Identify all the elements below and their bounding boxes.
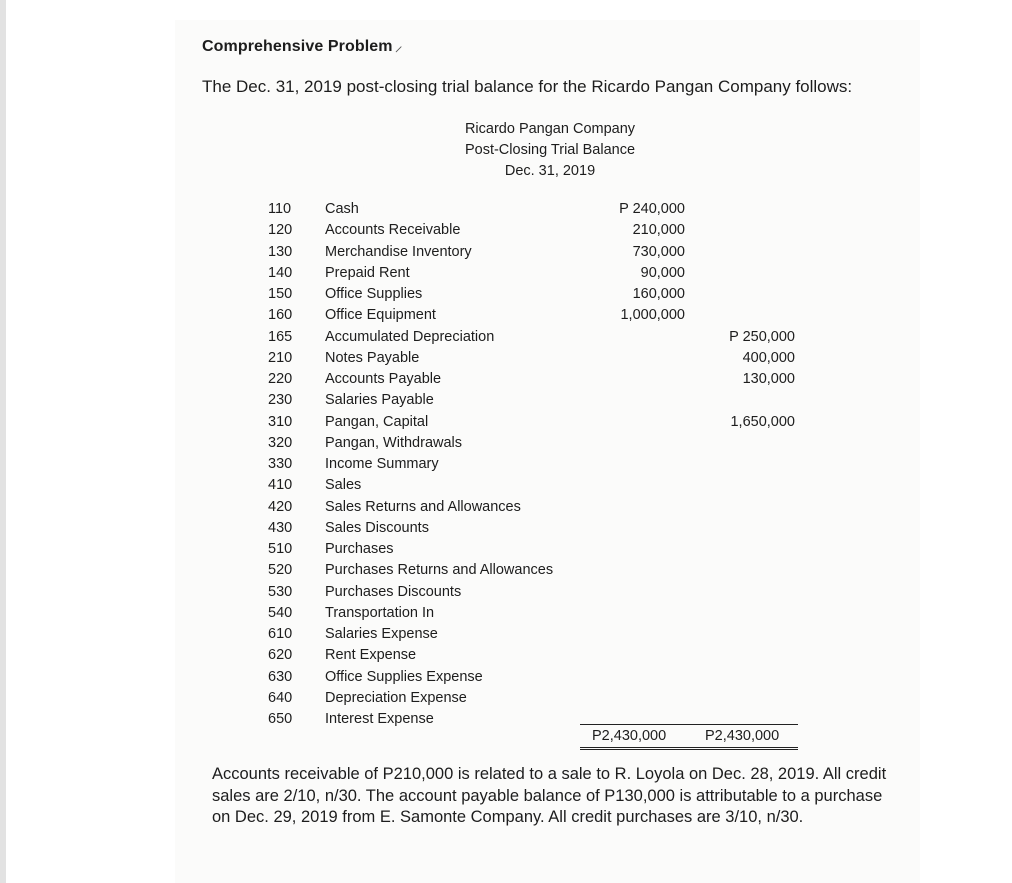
account-name: Pangan, Capital — [325, 413, 429, 430]
account-name: Merchandise Inventory — [325, 243, 472, 260]
trial-balance-header — [400, 119, 700, 182]
account-name: Purchases Returns and Allowances — [325, 562, 554, 579]
problem-heading — [202, 34, 403, 56]
account-number: 620 — [268, 647, 293, 664]
account-row — [268, 433, 828, 454]
account-name: Accounts Payable — [325, 371, 442, 387]
accounts-table — [268, 199, 828, 730]
account-name: Accounts Receivable — [325, 222, 461, 239]
account-name: Pangan, Withdrawals — [325, 434, 463, 451]
account-number: 630 — [268, 668, 293, 685]
account-row — [268, 284, 828, 305]
account-number: 510 — [268, 541, 293, 557]
account-number: 150 — [268, 286, 293, 302]
account-row — [268, 497, 828, 518]
debit-amount: 160,000 — [632, 286, 685, 302]
account-row — [268, 624, 828, 645]
debit-amount: P 240,000 — [619, 201, 685, 217]
account-row — [268, 348, 828, 369]
account-row — [268, 560, 828, 581]
account-number: 330 — [268, 456, 293, 472]
account-name: Notes Payable — [325, 349, 420, 366]
debit-amount: 730,000 — [632, 243, 685, 260]
intro-text: The Dec. 31, 2019 post-closing trial balance for the Ricardo Pangan Company follows: — [202, 77, 853, 96]
account-number: 540 — [268, 604, 293, 621]
window-left-edge — [0, 0, 6, 883]
account-name: Accumulated Depreciation — [325, 328, 495, 345]
account-row — [268, 582, 828, 603]
account-name: Sales Returns and Allowances — [325, 498, 521, 515]
account-number: 430 — [268, 519, 293, 536]
account-row — [268, 305, 828, 326]
account-row — [268, 518, 828, 539]
account-row — [268, 454, 828, 475]
account-number: 130 — [268, 243, 293, 260]
account-row — [268, 369, 828, 390]
account-name: Transportation In — [325, 604, 435, 621]
account-row — [268, 263, 828, 284]
account-number: 110 — [268, 201, 292, 217]
account-number: 650 — [268, 711, 293, 727]
account-number: 165 — [268, 328, 293, 345]
debit-amount: 210,000 — [632, 222, 685, 239]
account-row — [268, 412, 828, 433]
account-name: Sales — [325, 477, 362, 494]
account-number: 420 — [268, 498, 293, 515]
credit-amount: P 250,000 — [729, 328, 795, 345]
account-name: Purchases — [325, 541, 394, 557]
account-row — [268, 475, 828, 496]
account-row — [268, 667, 828, 688]
statement-date: Dec. 31, 2019 — [504, 163, 596, 179]
problem-note: Accounts receivable of P210,000 is related to a sale to R. Loyola on Dec. 28, 2019. All credit sales are 2/10, n/30. The account payable balance of P130,000 is attributable to a purchase on Dec. 29, 2019 from E. Samonte Company. All credit purchases are 3/10, n/30. — [212, 765, 887, 826]
account-number: 120 — [268, 222, 293, 239]
account-number: 640 — [268, 689, 293, 706]
account-row — [268, 327, 828, 348]
account-name: Purchases Discounts — [325, 583, 462, 600]
account-number: 220 — [268, 371, 293, 387]
account-name: Sales Discounts — [325, 519, 429, 536]
account-name: Prepaid Rent — [325, 264, 410, 281]
account-name: Office Supplies Expense — [325, 668, 483, 685]
credit-amount: 130,000 — [742, 371, 795, 387]
credit-amount: 400,000 — [742, 349, 795, 366]
total-debit: P2,430,000 — [592, 728, 667, 744]
account-number: 160 — [268, 307, 293, 324]
account-number: 530 — [268, 583, 293, 600]
totals-row — [580, 724, 798, 750]
account-number: 610 — [268, 626, 293, 642]
account-name: Salaries Expense — [325, 626, 438, 642]
account-number: 140 — [268, 264, 293, 281]
account-name: Cash — [325, 201, 359, 217]
account-row — [268, 390, 828, 411]
total-credit: P2,430,000 — [705, 728, 780, 744]
account-name: Interest Expense — [325, 711, 434, 727]
account-row — [268, 603, 828, 624]
company-name: Ricardo Pangan Company — [464, 121, 636, 137]
account-name: Depreciation Expense — [325, 689, 467, 706]
account-row — [268, 220, 828, 241]
account-row — [268, 199, 828, 220]
account-number: 210 — [268, 349, 293, 366]
debit-amount: 1,000,000 — [620, 307, 685, 324]
account-row — [268, 539, 828, 560]
pen-mark: ⸝ — [394, 38, 403, 55]
account-number: 520 — [268, 562, 293, 579]
account-name: Salaries Payable — [325, 392, 434, 409]
account-name: Rent Expense — [325, 647, 417, 664]
account-name: Income Summary — [325, 456, 439, 472]
account-number: 310 — [268, 413, 293, 430]
account-number: 230 — [268, 392, 293, 409]
account-row — [268, 645, 828, 666]
problem-heading-text: Comprehensive Problem — [202, 38, 393, 55]
statement-title: Post-Closing Trial Balance — [464, 142, 636, 158]
account-row — [268, 688, 828, 709]
account-number: 410 — [268, 477, 293, 494]
credit-amount: 1,650,000 — [730, 413, 795, 430]
account-number: 320 — [268, 434, 293, 451]
debit-amount: 90,000 — [640, 264, 685, 281]
account-name: Office Equipment — [325, 307, 436, 324]
account-name: Office Supplies — [325, 286, 423, 302]
account-row — [268, 242, 828, 263]
